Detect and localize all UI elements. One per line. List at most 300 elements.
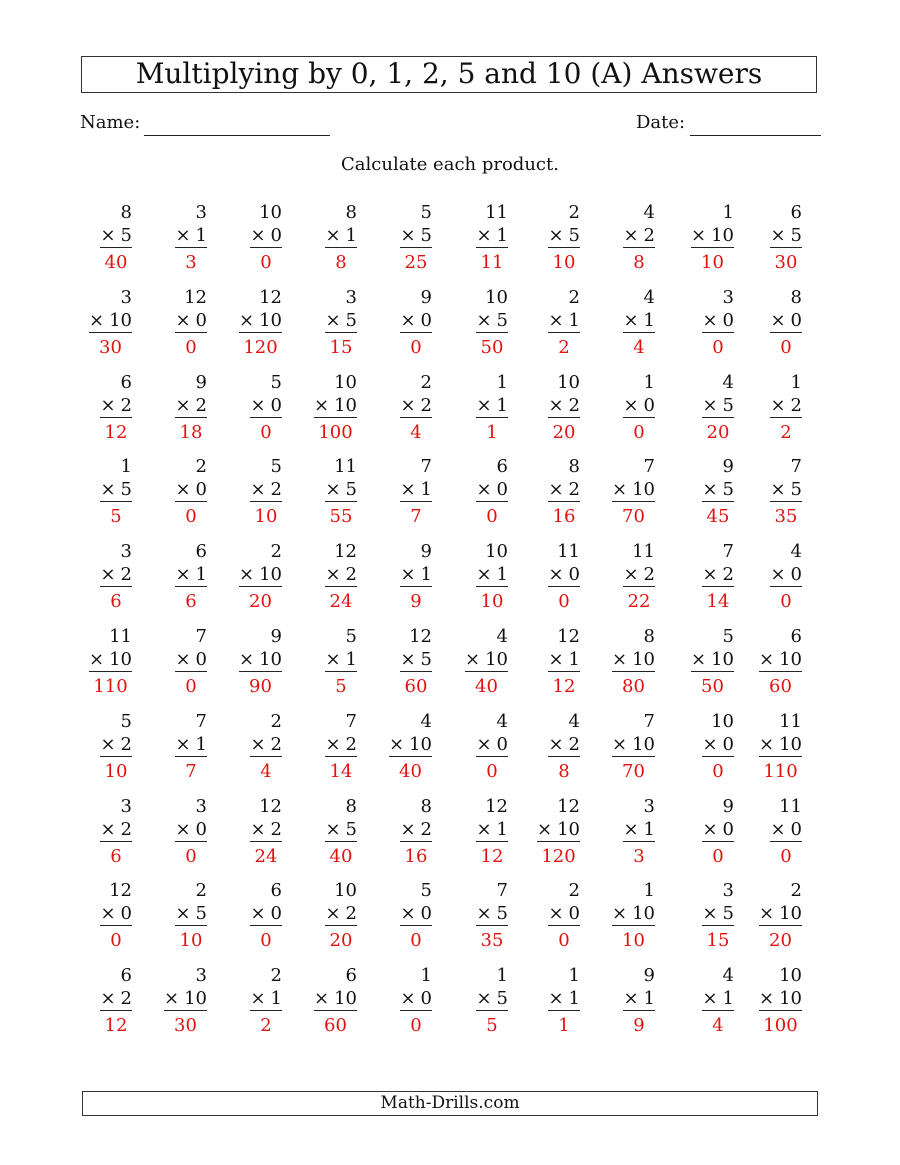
- multiplicand: 6: [790, 626, 802, 647]
- multiplier-row: [164, 988, 207, 1011]
- answer: 18: [179, 421, 203, 443]
- multiplier-row: [175, 649, 207, 672]
- multiplicand: 7: [195, 710, 207, 732]
- multiplicand: 5: [722, 626, 734, 647]
- problem: [510, 711, 580, 791]
- multiplier-row: [612, 649, 655, 672]
- multiplicand: 8: [643, 626, 655, 647]
- multiply-sign: ×: [250, 818, 266, 840]
- problem: [287, 626, 357, 706]
- multiply-sign: ×: [548, 309, 564, 331]
- multiplier-row: [770, 564, 802, 587]
- multiplier-row: [770, 819, 802, 842]
- answer: 3: [185, 252, 197, 273]
- multiplicand: 5: [420, 880, 432, 902]
- answer: 15: [706, 930, 730, 952]
- multiplicand: 7: [420, 456, 432, 478]
- multiplier: 1: [568, 309, 580, 331]
- answer: 16: [404, 845, 428, 867]
- multiplicand: 3: [722, 286, 734, 308]
- multiplier-row: [250, 479, 282, 502]
- answer: 10: [552, 252, 576, 273]
- multiplier: 10: [779, 988, 802, 1010]
- multiplicand: 11: [485, 202, 508, 223]
- multiply-sign: ×: [612, 649, 628, 670]
- multiplier: 10: [184, 988, 207, 1010]
- answer: 16: [552, 506, 576, 528]
- problem: [438, 287, 508, 367]
- answer: 0: [185, 845, 197, 867]
- multiply-sign: ×: [325, 649, 341, 670]
- multiply-sign: ×: [250, 479, 266, 501]
- multiply-sign: ×: [400, 903, 416, 925]
- problem: [585, 880, 655, 960]
- multiplier-row: [100, 819, 132, 842]
- multiplier-row: [250, 819, 282, 842]
- multiplicand: 1: [790, 371, 802, 393]
- multiplicand: 10: [485, 286, 508, 308]
- problem: [212, 796, 282, 876]
- multiplier-row: [759, 734, 802, 757]
- name-label: Name:: [80, 112, 141, 133]
- multiplicand: 6: [496, 456, 508, 478]
- problem: [62, 626, 132, 706]
- multiply-sign: ×: [400, 394, 416, 416]
- multiplier-row: [759, 988, 802, 1011]
- multiplier: 10: [779, 733, 802, 755]
- multiplicand: 8: [568, 456, 580, 478]
- multiplicand: 1: [643, 371, 655, 393]
- answer: 10: [701, 252, 724, 273]
- multiplicand: 3: [195, 795, 207, 817]
- problem: [664, 287, 734, 367]
- multiplier: 0: [270, 903, 282, 925]
- answer: 10: [254, 506, 278, 528]
- multiplier: 2: [345, 564, 357, 586]
- multiply-sign: ×: [100, 903, 116, 925]
- answer: 20: [552, 421, 576, 443]
- multiplier-row: [400, 310, 432, 333]
- multiplier: 1: [568, 649, 580, 670]
- multiply-sign: ×: [702, 988, 718, 1010]
- answer: 0: [712, 845, 724, 867]
- answer: 0: [712, 336, 724, 358]
- multiplier-row: [702, 564, 734, 587]
- multiplier: 0: [790, 309, 802, 331]
- answer: 11: [480, 252, 504, 273]
- answer: 6: [110, 591, 122, 613]
- multiplier-row: [100, 395, 132, 418]
- multiplier-row: [175, 564, 207, 587]
- multiplier: 2: [120, 988, 132, 1010]
- multiply-sign: ×: [100, 818, 116, 840]
- multiply-sign: ×: [702, 733, 718, 755]
- answer: 70: [622, 760, 645, 782]
- multiplier: 10: [779, 903, 802, 925]
- multiplicand: 12: [259, 795, 282, 817]
- answer: 8: [633, 252, 645, 273]
- problem: [62, 965, 132, 1045]
- multiplier: 1: [643, 988, 655, 1010]
- multiplicand: 4: [643, 202, 655, 223]
- multiplier: 5: [722, 479, 734, 501]
- multiplier-row: [548, 988, 580, 1011]
- multiplier-row: [623, 988, 655, 1011]
- answer: 0: [780, 336, 792, 358]
- multiplier: 2: [270, 818, 282, 840]
- multiplier-row: [702, 395, 734, 418]
- multiply-sign: ×: [100, 988, 116, 1010]
- multiply-sign: ×: [476, 988, 492, 1010]
- answer: 110: [763, 760, 798, 782]
- multiplicand: 5: [120, 710, 132, 732]
- multiplicand: 2: [568, 880, 580, 902]
- multiplicand: 3: [120, 541, 132, 563]
- multiplier: 2: [270, 479, 282, 501]
- multiply-sign: ×: [691, 649, 707, 670]
- multiplier-row: [100, 225, 132, 248]
- answer: 80: [622, 676, 645, 697]
- multiplicand: 8: [345, 795, 357, 817]
- multiply-sign: ×: [623, 988, 639, 1010]
- multiply-sign: ×: [175, 649, 191, 670]
- multiplicand: 12: [334, 541, 357, 563]
- answer: 10: [104, 760, 128, 782]
- multiply-sign: ×: [702, 394, 718, 416]
- answer: 25: [404, 252, 428, 273]
- multiplicand: 2: [568, 286, 580, 308]
- multiply-sign: ×: [476, 479, 492, 501]
- problem: [664, 711, 734, 791]
- multiply-sign: ×: [612, 903, 628, 925]
- multiplicand: 10: [557, 371, 580, 393]
- multiplier: 2: [790, 394, 802, 416]
- multiplier-row: [759, 649, 802, 672]
- multiply-sign: ×: [175, 479, 191, 501]
- problem: [62, 796, 132, 876]
- multiplier: 1: [496, 394, 508, 416]
- answer: 24: [329, 591, 353, 613]
- answer: 60: [404, 676, 428, 697]
- multiplier: 5: [420, 649, 432, 670]
- problem: [62, 287, 132, 367]
- problem: [212, 541, 282, 621]
- problem: [585, 626, 655, 706]
- multiplier: 0: [120, 903, 132, 925]
- problem: [287, 202, 357, 282]
- problem: [362, 287, 432, 367]
- answer: 7: [410, 506, 422, 528]
- multiplier: 10: [632, 733, 655, 755]
- multiplier: 2: [270, 733, 282, 755]
- answer: 15: [329, 336, 353, 358]
- multiplicand: 5: [270, 371, 282, 393]
- multiplier: 10: [711, 649, 734, 670]
- multiply-sign: ×: [325, 309, 341, 331]
- problem: [664, 456, 734, 536]
- problem: [510, 880, 580, 960]
- multiplier-row: [623, 310, 655, 333]
- multiplicand: 4: [496, 626, 508, 647]
- multiply-sign: ×: [702, 564, 718, 586]
- problem: [510, 372, 580, 452]
- multiplier: 5: [790, 479, 802, 501]
- multiplier: 0: [270, 225, 282, 246]
- multiplicand: 3: [195, 965, 207, 987]
- multiply-sign: ×: [175, 903, 191, 925]
- multiplier: 5: [496, 309, 508, 331]
- problem: [212, 626, 282, 706]
- multiplier-row: [476, 903, 508, 926]
- multiply-sign: ×: [476, 394, 492, 416]
- multiply-sign: ×: [400, 649, 416, 670]
- multiply-sign: ×: [548, 733, 564, 755]
- multiplicand: 12: [259, 286, 282, 308]
- multiply-sign: ×: [325, 479, 341, 501]
- multiply-sign: ×: [325, 818, 341, 840]
- answer: 12: [480, 845, 504, 867]
- multiplicand: 7: [643, 710, 655, 732]
- multiplier-row: [400, 903, 432, 926]
- answer: 0: [486, 760, 498, 782]
- multiply-sign: ×: [100, 733, 116, 755]
- multiplier-row: [325, 310, 357, 333]
- problem: [585, 372, 655, 452]
- answer: 12: [104, 1015, 128, 1037]
- multiply-sign: ×: [100, 394, 116, 416]
- problem: [62, 541, 132, 621]
- multiplier: 10: [109, 309, 132, 331]
- multiply-sign: ×: [537, 818, 553, 840]
- multiplier: 0: [420, 903, 432, 925]
- answer: 0: [780, 845, 792, 867]
- answer: 35: [480, 930, 504, 952]
- answer: 10: [179, 930, 203, 952]
- problem: [732, 711, 802, 791]
- multiplier: 10: [485, 649, 508, 670]
- problem: [585, 541, 655, 621]
- answer: 0: [558, 930, 570, 952]
- multiply-sign: ×: [325, 733, 341, 755]
- problem: [62, 372, 132, 452]
- multiplier: 0: [722, 309, 734, 331]
- multiply-sign: ×: [400, 818, 416, 840]
- multiplier: 2: [420, 818, 432, 840]
- problem: [510, 541, 580, 621]
- multiplier: 5: [496, 903, 508, 925]
- multiplicand: 1: [496, 371, 508, 393]
- problem: [664, 796, 734, 876]
- multiplier-row: [548, 310, 580, 333]
- answer: 12: [552, 676, 576, 697]
- multiplicand: 12: [557, 795, 580, 817]
- multiplier: 2: [643, 225, 655, 246]
- answer: 0: [486, 506, 498, 528]
- problem: [137, 372, 207, 452]
- answer: 2: [260, 1015, 272, 1037]
- answer: 60: [324, 1015, 347, 1037]
- problem: [510, 202, 580, 282]
- multiplier: 1: [345, 225, 357, 246]
- answer: 4: [260, 760, 272, 782]
- multiply-sign: ×: [548, 988, 564, 1010]
- multiply-sign: ×: [400, 479, 416, 501]
- problem: [362, 626, 432, 706]
- multiplicand: 5: [420, 202, 432, 223]
- answer: 0: [260, 421, 272, 443]
- multiply-sign: ×: [702, 818, 718, 840]
- problem: [664, 541, 734, 621]
- multiplier-row: [476, 479, 508, 502]
- multiplier-row: [476, 225, 508, 248]
- multiplier-row: [770, 225, 802, 248]
- problem: [664, 880, 734, 960]
- multiplicand: 9: [420, 541, 432, 563]
- multiplicand: 6: [270, 880, 282, 902]
- multiplier: 2: [568, 479, 580, 501]
- problem: [664, 965, 734, 1045]
- multiplier-row: [702, 988, 734, 1011]
- problem: [137, 626, 207, 706]
- multiplier: 10: [334, 394, 357, 416]
- answer: 2: [558, 336, 570, 358]
- multiply-sign: ×: [612, 479, 628, 501]
- multiplier: 0: [420, 309, 432, 331]
- multiplier: 5: [345, 818, 357, 840]
- multiplier: 10: [779, 649, 802, 670]
- multiply-sign: ×: [100, 479, 116, 501]
- answer: 5: [486, 1015, 498, 1037]
- problem: [438, 372, 508, 452]
- multiplicand: 7: [643, 456, 655, 478]
- answer: 22: [627, 591, 651, 613]
- multiplier-row: [702, 819, 734, 842]
- multiplicand: 6: [120, 965, 132, 987]
- multiplier: 1: [496, 818, 508, 840]
- multiplier: 0: [496, 733, 508, 755]
- multiply-sign: ×: [314, 988, 330, 1010]
- problem: [438, 456, 508, 536]
- multiplier: 0: [790, 564, 802, 586]
- multiplicand: 2: [568, 202, 580, 223]
- answer: 60: [769, 676, 792, 697]
- answer: 0: [185, 506, 197, 528]
- multiplicand: 5: [270, 456, 282, 478]
- multiplier-row: [325, 479, 357, 502]
- multiplicand: 7: [345, 710, 357, 732]
- multiplicand: 5: [345, 626, 357, 647]
- answer: 50: [701, 676, 724, 697]
- problem: [732, 796, 802, 876]
- problem: [585, 711, 655, 791]
- multiply-sign: ×: [702, 903, 718, 925]
- multiplier: 10: [711, 225, 734, 246]
- problem: [62, 880, 132, 960]
- multiplier-row: [400, 225, 432, 248]
- multiplier: 2: [195, 394, 207, 416]
- multiplier: 10: [334, 988, 357, 1010]
- problem: [664, 372, 734, 452]
- problem: [362, 711, 432, 791]
- multiply-sign: ×: [239, 564, 255, 586]
- multiply-sign: ×: [164, 988, 180, 1010]
- multiply-sign: ×: [250, 225, 266, 246]
- multiplicand: 3: [643, 795, 655, 817]
- multiplier-row: [623, 819, 655, 842]
- multiplier: 0: [270, 394, 282, 416]
- answer: 30: [99, 336, 122, 358]
- multiplier-row: [325, 225, 357, 248]
- multiplier-row: [175, 903, 207, 926]
- multiply-sign: ×: [548, 564, 564, 586]
- problem: [362, 372, 432, 452]
- multiply-sign: ×: [702, 479, 718, 501]
- multiplier-row: [250, 225, 282, 248]
- multiplier-row: [100, 988, 132, 1011]
- multiplier-row: [476, 564, 508, 587]
- multiplicand: 2: [270, 541, 282, 563]
- multiplicand: 2: [270, 965, 282, 987]
- multiplier-row: [612, 479, 655, 502]
- problem: [137, 287, 207, 367]
- multiplier: 1: [345, 649, 357, 670]
- multiplicand: 3: [120, 286, 132, 308]
- answer: 0: [410, 336, 422, 358]
- problem: [362, 456, 432, 536]
- multiplicand: 11: [779, 710, 802, 732]
- answer: 110: [93, 676, 128, 697]
- problem: [287, 456, 357, 536]
- answer: 5: [110, 506, 122, 528]
- problem: [585, 202, 655, 282]
- multiplicand: 8: [420, 795, 432, 817]
- multiplier-row: [250, 734, 282, 757]
- answer: 100: [763, 1015, 798, 1037]
- multiplier: 2: [120, 733, 132, 755]
- multiply-sign: ×: [325, 564, 341, 586]
- answer: 20: [769, 930, 792, 952]
- multiplicand: 9: [195, 371, 207, 393]
- multiplier-row: [702, 479, 734, 502]
- multiply-sign: ×: [325, 903, 341, 925]
- multiply-sign: ×: [612, 733, 628, 755]
- multiplier: 10: [632, 649, 655, 670]
- multiply-sign: ×: [759, 649, 775, 670]
- multiplicand: 7: [195, 626, 207, 647]
- problem: [438, 626, 508, 706]
- multiplicand: 7: [496, 880, 508, 902]
- multiplier: 10: [259, 564, 282, 586]
- multiplicand: 11: [779, 795, 802, 817]
- worksheet-title: Multiplying by 0, 1, 2, 5 and 10 (A) Answers: [81, 56, 817, 93]
- answer: 1: [486, 421, 498, 443]
- multiplier: 10: [557, 818, 580, 840]
- multiplier-row: [691, 225, 734, 248]
- multiplier: 10: [109, 649, 132, 670]
- multiplicand: 9: [420, 286, 432, 308]
- multiplicand: 9: [270, 626, 282, 647]
- multiply-sign: ×: [400, 988, 416, 1010]
- problem: [62, 202, 132, 282]
- answer: 20: [249, 591, 272, 613]
- answer: 5: [335, 676, 347, 697]
- multiplier: 0: [643, 394, 655, 416]
- multiply-sign: ×: [175, 564, 191, 586]
- multiplier-row: [612, 903, 655, 926]
- answer: 30: [174, 1015, 197, 1037]
- problem: [732, 880, 802, 960]
- problem: [585, 287, 655, 367]
